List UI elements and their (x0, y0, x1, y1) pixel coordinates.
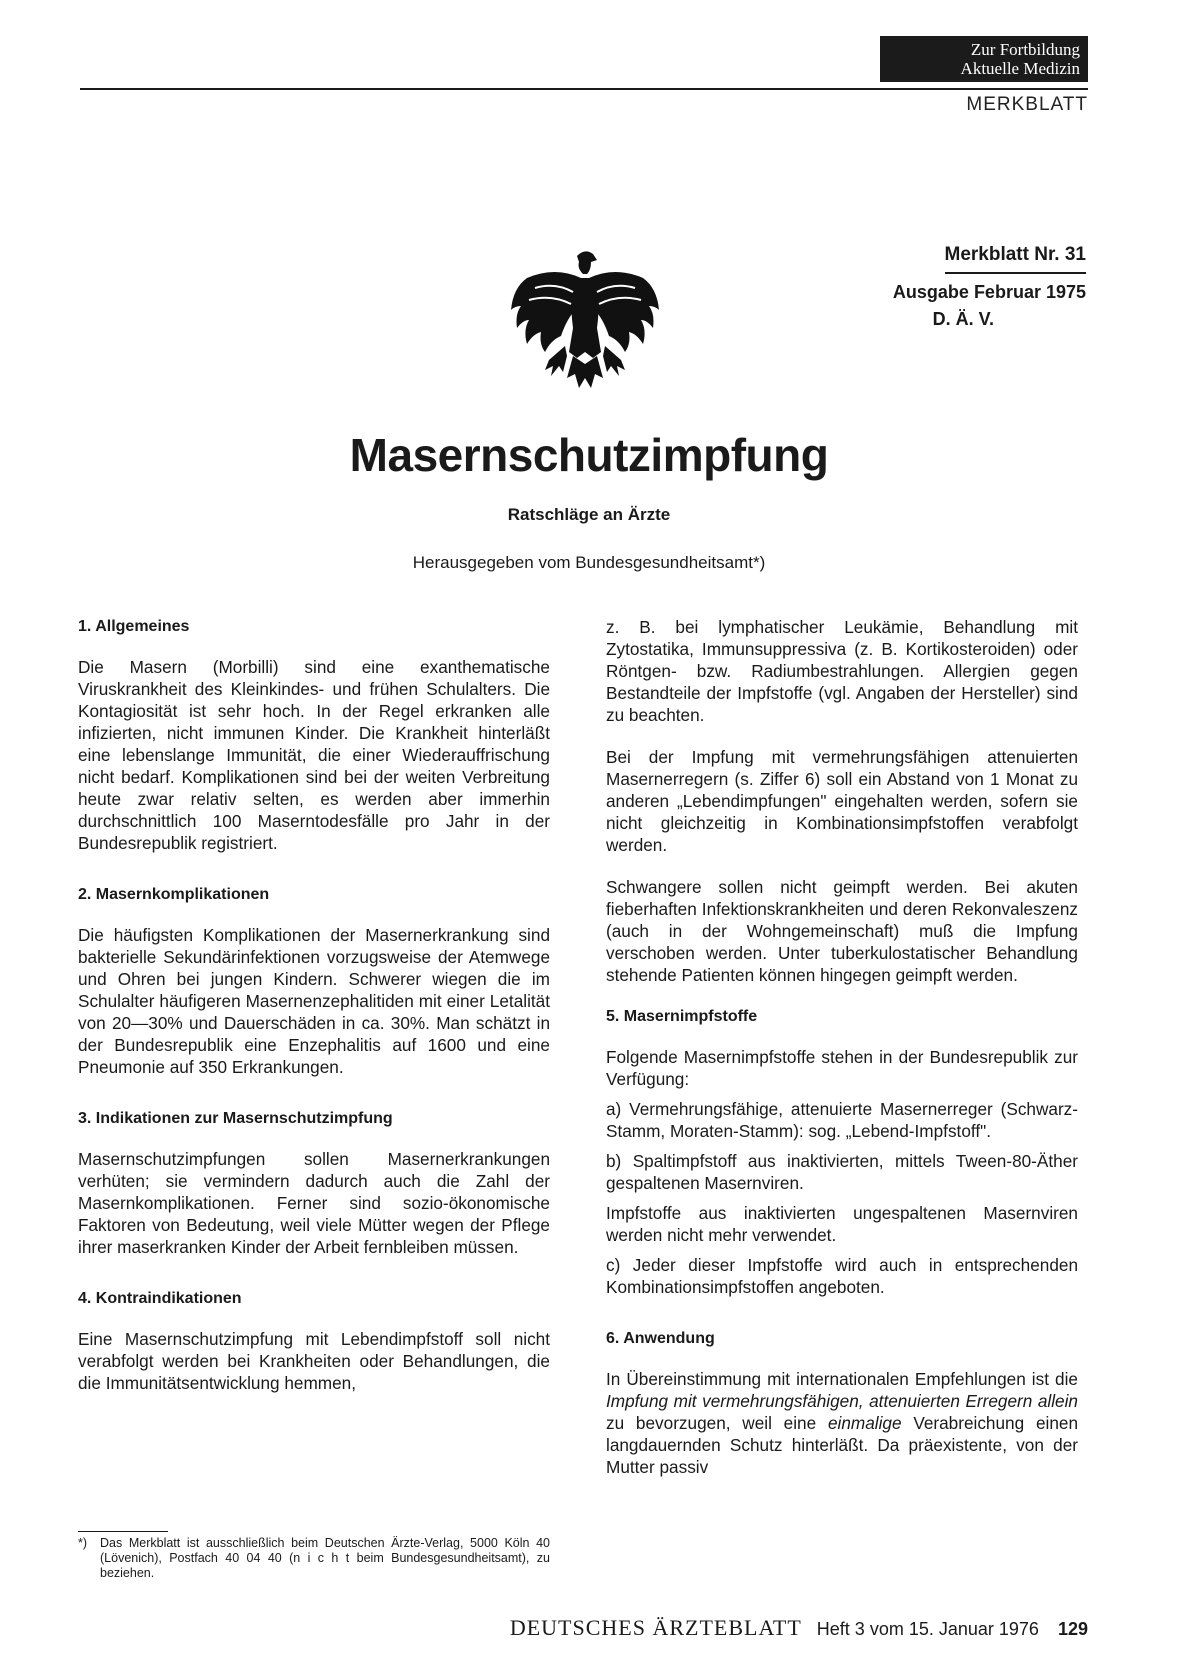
page-subtitle: Ratschläge an Ärzte (507, 505, 671, 524)
section-tag-line1: Zur Fortbildung (970, 40, 1080, 59)
footnote-mark: *) (78, 1536, 88, 1550)
section-masernimpfstoffe (606, 1006, 1078, 1298)
page-title: Masernschutzimpfung (349, 429, 829, 481)
section-kontraindikationen (78, 1288, 550, 1394)
journal-name: DEUTSCHES ÄRZTEBLATT (509, 1615, 802, 1640)
footnote-text: Das Merkblatt ist ausschließlich beim Deutschen Ärzte-Verlag, 5000 Köln 40 (Lövenich), Postfach 40 04 40 (n i c h t beim Bundesgesundheitsamt), zu beziehen. (100, 1536, 550, 1580)
section-heading: 2. Masernkomplikationen (78, 886, 270, 903)
list-item: b) Spaltimpfstoff aus inaktivierten, mittels Tween-80-Äther gespaltenen Masernviren. (606, 1151, 1078, 1193)
paragraph: Bei der Impfung mit vermehrungsfähigen attenuierten Masernerregern (s. Ziffer 6) soll ein Abstand von 1 Monat zu anderen „Lebendimpfungen" eingehalten werden, sofern sie nicht gleichzeitig in Kombinationsimpfstoffen verabfolgt werden. (606, 747, 1078, 855)
edition-date: Ausgabe Februar 1975 (892, 282, 1086, 302)
left-column (78, 616, 550, 1424)
text-run: zu bevorzugen, weil eine (606, 1413, 828, 1433)
footnote (78, 1536, 550, 1581)
issue-info: Heft 3 vom 15. Januar 1976 (816, 1619, 1039, 1639)
section-heading: 4. Kontraindikationen (78, 1290, 242, 1307)
section-anwendung (606, 1328, 1078, 1478)
section-label: MERKBLATT (966, 94, 1088, 115)
right-column (606, 616, 1078, 1508)
publisher-abbreviation: D. Ä. V. (932, 309, 994, 329)
federal-eagle-icon (505, 248, 665, 398)
footnote-rule (78, 1531, 168, 1532)
list-item: c) Jeder dieser Impfstoffe wird auch in entsprechenden Kombinationsimpfstoffen angeboten. (606, 1255, 1078, 1297)
text-run: Verabreichung einen langdauernden Schutz hinterläßt. Da präexistente, von der Mutter passiv (606, 1413, 1078, 1477)
paragraph: Impfstoffe aus inaktivierten ungespaltenen Masernviren werden nicht mehr verwendet. (606, 1203, 1078, 1245)
merkblatt-number: Merkblatt Nr. 31 (945, 244, 1087, 274)
paragraph: Folgende Masernimpfstoffe stehen in der Bundesrepublik zur Verfügung: (606, 1047, 1078, 1089)
section-heading: 5. Masernimpfstoffe (606, 1008, 758, 1025)
section-heading: 6. Anwendung (606, 1330, 715, 1347)
text-run: In Übereinstimmung mit internationalen Empfehlungen ist die (606, 1369, 1078, 1389)
paragraph: Schwangere sollen nicht geimpft werden. Bei akuten fieberhaften Infektionskrankheiten und deren Rekonvaleszenz (auch in der Wohngemeinschaft) muß die Impfung verschoben werden. Unter tuberkulostatischer Behandlung stehende Patienten können hingegen geimpft werden. (606, 877, 1078, 985)
paragraph: Eine Masernschutzimpfung mit Lebendimpfstoff soll nicht verabfolgt werden bei Krankheiten oder Behandlungen, die die Immunitätsentwicklung hemmen, (78, 1329, 550, 1393)
document-info (893, 244, 1086, 330)
page-footer (0, 1615, 1088, 1641)
section-allgemeines (78, 616, 550, 854)
paragraph: Die Masern (Morbilli) sind eine exanthematische Viruskrankheit des Kleinkindes- und frühen Schulalters. Die Kontagiosität ist sehr hoch. In der Regel erkranken alle infizierten, nicht immunen Kinder. Die Krankheit hinterläßt eine lebenslange Immunität, die einer Wiederauffrischung nicht bedarf. Komplikationen sind bei der weiten Verbreitung heute zwar relativ selten, es werden aber immerhin durchschnittlich 100 Maserntodesfälle pro Jahr in der Bundesrepublik registriert. (78, 657, 550, 853)
paragraph (606, 1368, 1078, 1478)
section-masernkomplikationen (78, 884, 550, 1078)
paragraph: z. B. bei lymphatischer Leukämie, Behandlung mit Zytostatika, Immunsuppressiva (z. B. Kortikosteroiden) oder Röntgen- bzw. Radiumbestrahlungen. Allergien gegen Bestandteile der Impfstoffe (vgl. Angaben der Hersteller) sind zu beachten. (606, 617, 1078, 725)
section-heading: 3. Indikationen zur Masernschutzimpfung (78, 1110, 393, 1127)
section-heading: 1. Allgemeines (78, 618, 190, 635)
page-number: 129 (1057, 1619, 1088, 1639)
paragraph: Die häufigsten Komplikationen der Masernerkrankung sind bakterielle Sekundärinfektionen vorzugsweise der Atemwege und Ohren bei jungen Kindern. Schwerer wiegen die im Schulalter häufigeren Masernenzephalitiden mit einer Letalität von 20—30% und Dauerschäden in ca. 30%. Man schätzt in der Bundesrepublik eine Enzephalitis auf 1600 und eine Pneumonie auf 350 Erkrankungen. (78, 925, 550, 1077)
section-tag (880, 36, 1088, 82)
emphasis-text: Impfung mit vermehrungsfähigen, attenuierten Erregern allein (606, 1391, 1078, 1411)
emphasis-text: einmalige (827, 1413, 902, 1433)
section-indikationen (78, 1108, 550, 1258)
paragraph: Masernschutzimpfungen sollen Masernerkrankungen verhüten; sie vermindern dadurch auch die Zahl der Masernkomplikationen. Ferner sind sozio-ökonomische Faktoren von Bedeutung, weil viele Mütter wegen der Pflege ihrer maserkranken Kinder der Arbeit fernbleiben müssen. (78, 1149, 550, 1257)
list-item: a) Vermehrungsfähige, attenuierte Masernerreger (Schwarz-Stamm, Moraten-Stamm): sog. „Lebend-Impfstoff". (606, 1099, 1078, 1141)
publisher-line: Herausgegeben vom Bundesgesundheitsamt*) (412, 553, 766, 572)
section-tag-line2: Aktuelle Medizin (960, 59, 1080, 78)
header-rule (80, 88, 1088, 90)
